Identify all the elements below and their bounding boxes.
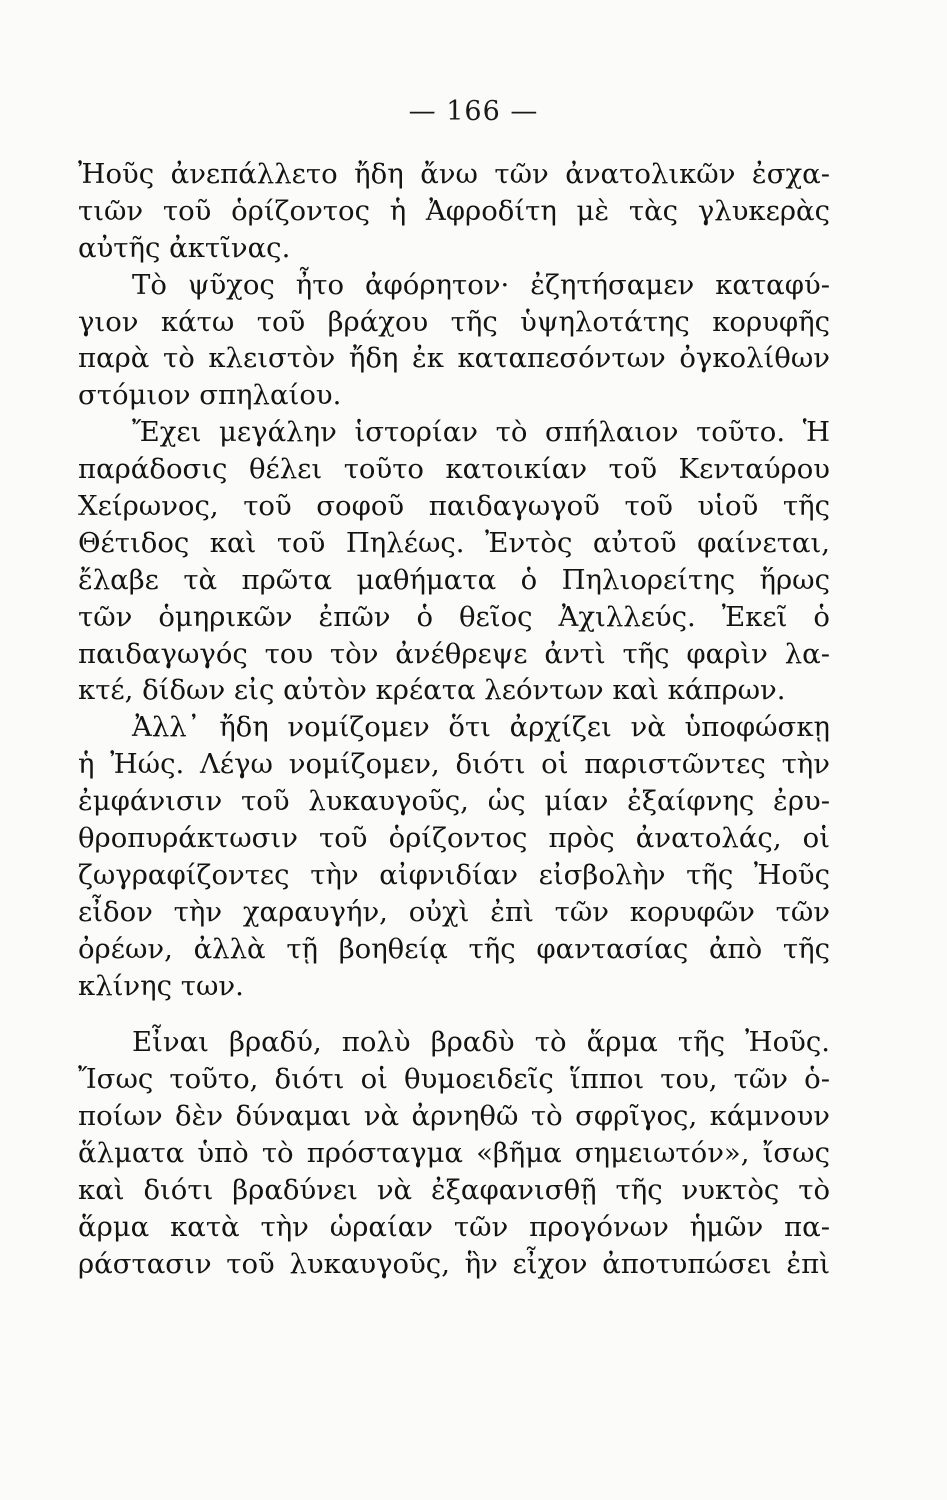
- text-line: Χείρωνος, τοῦ σοφοῦ παιδαγωγοῦ τοῦ υἱοῦ τῆς: [78, 490, 830, 523]
- text-line: στόμιον σπηλαίου.: [78, 379, 342, 412]
- text-line: ἐμφάνισιν τοῦ λυκαυγοῦς, ὡς μίαν ἐξαίφνης ἐρυ-: [78, 785, 830, 818]
- text-line: Ἀλλ᾽ ἤδη νομίζομεν ὅτι ἀρχίζει νὰ ὑποφώσκῃ: [132, 711, 830, 744]
- text-line: Εἶναι βραδύ, πολὺ βραδὺ τὸ ἅρμα τῆς Ἠοῦς.: [132, 1026, 830, 1059]
- paragraph: [78, 156, 830, 267]
- text-line: εἶδον τὴν χαραυγήν, οὐχὶ ἐπὶ τῶν κορυφῶν τῶν: [78, 895, 830, 928]
- text-line: Ἴσως τοῦτο, διότι οἱ θυμοειδεῖς ἵπποι του, τῶν ὁ-: [78, 1063, 830, 1096]
- text-line: θροπυράκτωσιν τοῦ ὁρίζοντος πρὸς ἀνατολάς, οἱ: [78, 822, 830, 855]
- text-line: αὐτῆς ἀκτῖνας.: [78, 231, 291, 264]
- text-line: γιον κάτω τοῦ βράχου τῆς ὑψηλοτάτης κορυφῆς: [78, 305, 830, 338]
- text-line: ἡ Ἠώς. Λέγω νομίζομεν, διότι οἱ παριστῶντες τὴν: [78, 748, 830, 781]
- text-line: καὶ διότι βραδύνει νὰ ἐξαφανισθῇ τῆς νυκτὸς τὸ: [78, 1174, 830, 1207]
- paragraph: [78, 414, 830, 709]
- text-line: κτέ, δίδων εἰς αὐτὸν κρέατα λεόντων καὶ κάπρων.: [78, 674, 786, 707]
- text-line: ἅλματα ὑπὸ τὸ πρόσταγμα «βῆμα σημειωτόν», ἴσως: [78, 1137, 830, 1170]
- paragraph: [78, 1024, 830, 1282]
- text-line: ἔλαβε τὰ πρῶτα μαθήματα ὁ Πηλιορείτης ἥρως: [78, 563, 830, 596]
- text-line: Τὸ ψῦχος ἦτο ἀφόρητον· ἐζητήσαμεν καταφύ-: [132, 268, 830, 301]
- text-line: Ἔχει μεγάλην ἱστορίαν τὸ σπήλαιον τοῦτο. Ἡ: [132, 416, 830, 449]
- text-line: Θέτιδος καὶ τοῦ Πηλέως. Ἐντὸς αὐτοῦ φαίνεται,: [78, 526, 830, 559]
- text-line: τῶν ὁμηρικῶν ἐπῶν ὁ θεῖος Ἀχιλλεύς. Ἐκεῖ ὁ: [78, 600, 830, 633]
- paragraph: [78, 267, 830, 415]
- text-line: κλίνης των.: [78, 969, 244, 1002]
- text-line: ὀρέων, ἀλλὰ τῇ βοηθείᾳ τῆς φαντασίας ἀπὸ τῆς: [78, 932, 830, 965]
- text-line: παρὰ τὸ κλειστὸν ἤδη ἐκ καταπεσόντων ὀγκολίθων: [78, 342, 830, 375]
- text-line: παιδαγωγός του τὸν ἀνέθρεψε ἀντὶ τῆς φαρὶν λα-: [78, 637, 830, 670]
- body-text: [78, 156, 830, 1283]
- paragraph-gap: [78, 1004, 830, 1024]
- text-line: ἅρμα κατὰ τὴν ὡραίαν τῶν προγόνων ἡμῶν πα-: [78, 1210, 830, 1243]
- text-line: ποίων δὲν δύναμαι νὰ ἀρνηθῶ τὸ σφρῖγος, κάμνουν: [78, 1100, 830, 1133]
- text-line: τιῶν τοῦ ὁρίζοντος ἡ Ἀφροδίτη μὲ τὰς γλυκερὰς: [78, 194, 830, 227]
- paragraph: [78, 709, 830, 1004]
- page-number: — 166 —: [408, 96, 539, 127]
- text-line: Ἠοῦς ἀνεπάλλετο ἤδη ἄνω τῶν ἀνατολικῶν ἐσχα-: [78, 158, 830, 190]
- text-line: ράστασιν τοῦ λυκαυγοῦς, ἣν εἶχον ἀποτυπώσει ἐπὶ: [78, 1247, 830, 1280]
- text-line: παράδοσις θέλει τοῦτο κατοικίαν τοῦ Κενταύρου: [78, 453, 830, 486]
- text-line: ζωγραφίζοντες τὴν αἰφνιδίαν εἰσβολὴν τῆς Ἠοῦς: [78, 858, 830, 891]
